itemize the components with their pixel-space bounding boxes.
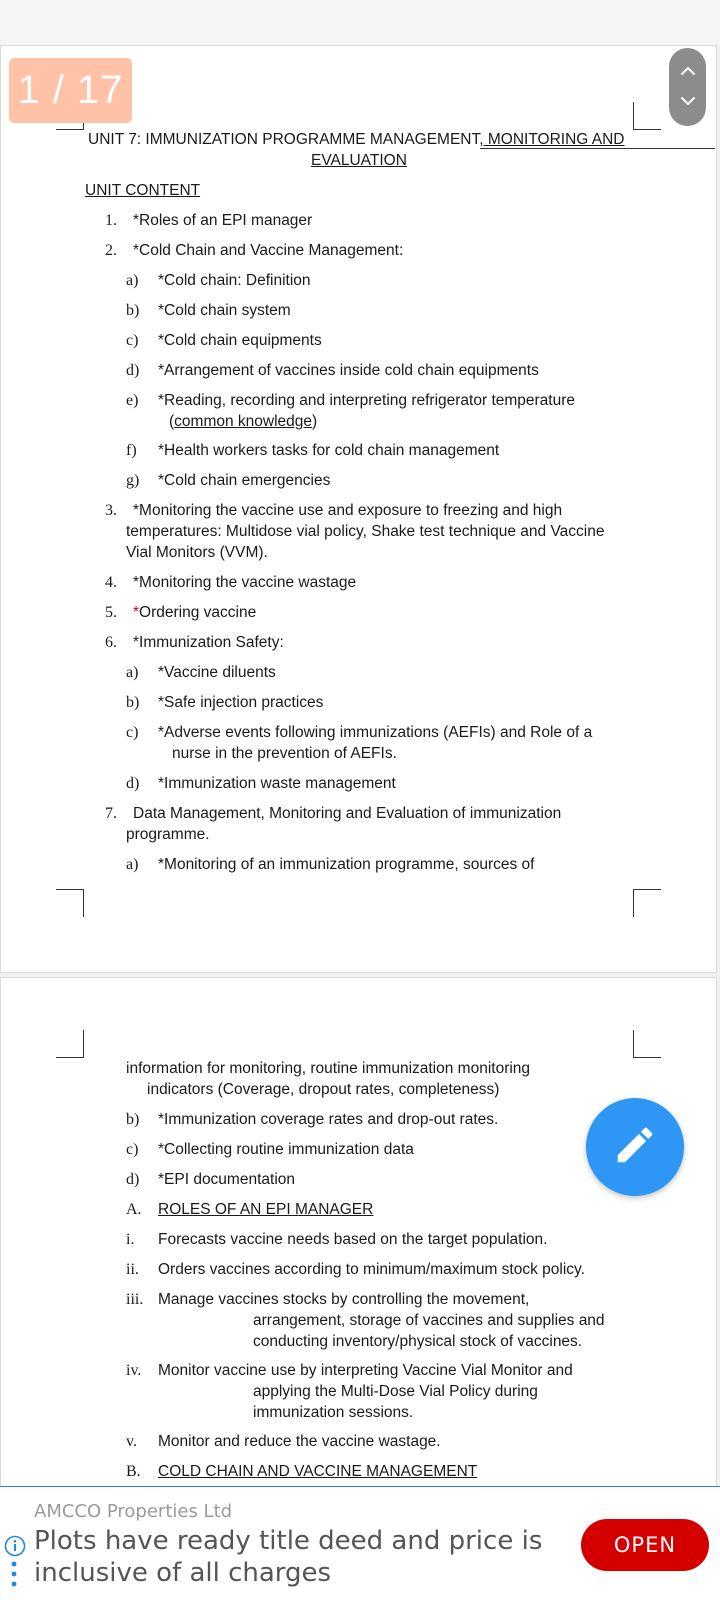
pencil-icon xyxy=(612,1122,658,1173)
list-item: d) *Arrangement of vaccines inside cold chain equipments xyxy=(126,362,539,379)
doc-title-line-1 xyxy=(88,130,625,150)
list-item: d) *Immunization waste management xyxy=(126,775,396,792)
crop-mark xyxy=(633,1030,661,1058)
ad-company: AMCCO Properties Ltd xyxy=(34,1501,233,1522)
list-item: f) *Health workers tasks for cold chain management xyxy=(126,442,500,459)
page-scroll-control[interactable] xyxy=(669,48,706,126)
info-icon[interactable] xyxy=(4,1535,26,1557)
crop-mark xyxy=(56,889,84,917)
list-item: 5. *Ordering vaccine xyxy=(105,604,257,621)
list-item-continuation: Vial Monitors (VVM). xyxy=(126,544,268,561)
list-item: 6. *Immunization Safety: xyxy=(105,634,284,651)
role-item: i. Forecasts vaccine needs based on the target population. xyxy=(126,1231,548,1248)
chevron-up-icon[interactable] xyxy=(669,56,706,86)
title-rule xyxy=(480,148,715,149)
list-item: c) *Cold chain equipments xyxy=(126,332,322,349)
list-item: b) *Cold chain system xyxy=(126,302,291,319)
list-item-continuation: indicators (Coverage, dropout rates, completeness) xyxy=(147,1081,500,1098)
doc-title-line-2: EVALUATION xyxy=(311,152,407,169)
crop-mark xyxy=(633,102,661,130)
list-item: c) *Collecting routine immunization data xyxy=(126,1141,414,1158)
role-item: iv. Monitor vaccine use by interpreting Vaccine Vial Monitor and xyxy=(126,1362,573,1379)
title-part-2: , MONITORING AND xyxy=(479,131,625,148)
chevron-down-icon[interactable] xyxy=(669,86,706,116)
list-item: 3. *Monitoring the vaccine use and exposure to freezing and high xyxy=(105,502,563,519)
role-item-continuation: conducting inventory/physical stock of vaccines. xyxy=(253,1333,583,1350)
unit-content-heading: UNIT CONTENT xyxy=(85,182,201,199)
list-item: d) *EPI documentation xyxy=(126,1171,296,1188)
page-indicator: 1 / 17 xyxy=(9,58,132,123)
list-item-continuation: nurse in the prevention of AEFIs. xyxy=(172,745,397,762)
list-item: c) *Adverse events following immunizations (AEFIs) and Role of a xyxy=(126,724,593,741)
list-item: b) *Immunization coverage rates and drop-out rates. xyxy=(126,1111,499,1128)
crop-mark xyxy=(633,889,661,917)
list-item: 1. *Roles of an EPI manager xyxy=(105,212,313,229)
role-item: iii. Manage vaccines stocks by controlling the movement, xyxy=(126,1291,530,1308)
title-part-1: IMMUNIZATION PROGRAMME MANAGEMENT xyxy=(145,131,480,148)
list-item-continuation: temperatures: Multidose vial policy, Shake test technique and Vaccine xyxy=(126,523,605,540)
list-item: g) *Cold chain emergencies xyxy=(126,472,331,489)
title-prefix: UNIT 7: xyxy=(88,131,146,148)
list-item: 4. *Monitoring the vaccine wastage xyxy=(105,574,357,591)
top-toolbar xyxy=(0,0,720,46)
role-item-continuation: arrangement, storage of vaccines and supplies and xyxy=(253,1312,605,1329)
section-heading-a: A. ROLES OF AN EPI MANAGER xyxy=(126,1201,374,1218)
ad-text[interactable]: Plots have ready title deed and price is inclusive of all charges xyxy=(34,1526,543,1588)
list-item: e) *Reading, recording and interpreting refrigerator temperature xyxy=(126,392,576,409)
role-item-continuation: applying the Multi-Dose Vial Policy during xyxy=(253,1383,538,1400)
edit-button[interactable] xyxy=(586,1098,684,1196)
ad-banner[interactable] xyxy=(0,1486,720,1600)
common-knowledge-link[interactable]: common knowledge xyxy=(174,413,313,430)
list-item: 2. *Cold Chain and Vaccine Management: xyxy=(105,242,404,259)
list-item: a) *Monitoring of an immunization programme, sources of xyxy=(126,856,535,873)
list-item: a) *Vaccine diluents xyxy=(126,664,276,681)
crop-mark xyxy=(56,1030,84,1058)
role-item: v. Monitor and reduce the vaccine wastage. xyxy=(126,1433,441,1450)
list-item: a) *Cold chain: Definition xyxy=(126,272,311,289)
role-item: ii. Orders vaccines according to minimum/maximum stock policy. xyxy=(126,1261,585,1278)
list-item: b) *Safe injection practices xyxy=(126,694,324,711)
more-vertical-icon[interactable] xyxy=(11,1560,17,1590)
list-item: 7. Data Management, Monitoring and Evaluation of immunization xyxy=(105,805,562,822)
ad-open-button[interactable]: OPEN xyxy=(581,1519,709,1571)
list-item-continuation: (common knowledge) xyxy=(169,413,318,430)
list-item-continuation: information for monitoring, routine immunization monitoring xyxy=(126,1060,531,1077)
role-item-continuation: immunization sessions. xyxy=(253,1404,414,1421)
list-item-continuation: programme. xyxy=(126,826,210,843)
section-heading-b: B. COLD CHAIN AND VACCINE MANAGEMENT xyxy=(126,1463,478,1480)
